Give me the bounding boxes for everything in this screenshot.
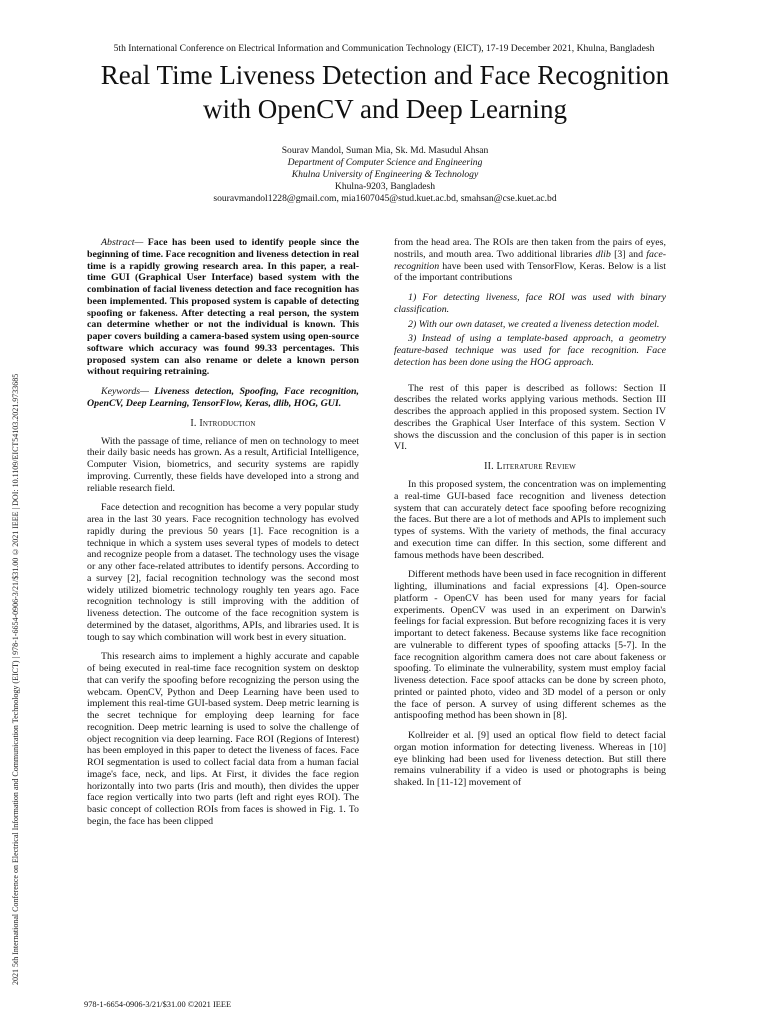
intro-paragraph-2: Face detection and recognition has become a very popular study area in the last 30 years. Face recognition technology has evolved rapidly during the previous 50 years [1]. Face recognition is a technique in which a system uses several types of models to detect and recognize people from a dataset. The technology uses the visage or any other face-related attributes to identify persons. According to a survey [2], facial recognition technology was the second most widely utilized biometric technology roughly ten years ago. Face recognition technology is still improving with the addition of liveness detection. The outcome of the face recognition system is determined by the dataset, algorithms, APIs, and libraries used. It is tough to say which combination will work best in every situation.	[87, 502, 359, 643]
author-university: Khulna University of Engineering & Technology	[291, 169, 479, 180]
left-column	[87, 237, 359, 836]
paper-title	[60, 58, 710, 126]
text-run: [3] and	[610, 248, 647, 260]
section-heading-introduction: I. Introduction	[190, 417, 256, 429]
intro-paragraph-3: This research aims to implement a highly accurate and capable of being executed in real-time face recognition system on desktop that can verify the spoofing before recognizing the person using the webcam. OpenCV, Python and Deep Learning have been used to implement this real-time GUI-based system. Deep metric learning is the secret technique for employing deep learning for face recognition. Deep metric learning is used to solve the challenge of object recognition via deep learning. Face ROI (Regions of Interest) has been employed in this paper to detect the liveness of faces. Face ROI segmentation is used to collect facial data from a human facial image's face, neck, and lips. At First, it divides the face region horizontally into two parts (Iris and mouth), then divides the upper face region vertically into two parts (left and right eyes ROI). The basic concept of collection ROIs from faces is showed in Fig. 1. To begin, the face has been clipped	[87, 651, 359, 827]
literature-paragraph-3: Kollreider et al. [9] used an optical flow field to detect facial organ motion information for detecting liveness. Whereas in [10] eye blinking had been used for liveness detection. But still there remains vulnerability if a video is used or photographs is being shaked. In [11-12] movement of	[394, 730, 666, 788]
contribution-item: 1) For detecting liveness, face ROI was used with binary classification.	[394, 292, 666, 315]
contribution-item: 2) With our own dataset, we created a liveness detection model.	[408, 318, 660, 330]
keywords-text: Liveness detection, Spoofing, Face recognition, OpenCV, Deep Learning, TensorFlow, Keras, dlib, HOG, GUI.	[87, 386, 359, 409]
dlib-ref: dlib	[595, 248, 611, 260]
right-column	[394, 237, 666, 797]
contribution-item: 3) Instead of using a template-based approach, a geometry feature-based technique was used for face recognition. Face detection has been done using the HOG approach.	[394, 333, 666, 368]
literature-paragraph-2: Different methods have been used in face recognition in different lighting, illuminations and facial expressions [4]. Open-source platform - OpenCV has been used for many years for facial experiments. OpenCV was used in an experiment on Darwin's feelings for facial expression. But before recognizing faces it is very important to detect fakeness. Because systems like face recognition are vulnerable to different types of spoofing attacks [5-7]. In the face recognition algorithm camera does not care about fakeness or spoofing. To eliminate the vulnerability, system must employ facial liveness detection. Face spoof attacks can be done by screen photo, printed or painted photo, video and 3D model of a person or only the face of person. A survey of using different schemes as the antispoofing method has been shown in [8].	[394, 569, 666, 722]
keywords-label: Keywords—	[101, 386, 149, 397]
outline-paragraph: The rest of this paper is described as follows: Section II describes the related works applying various methods. Section III describes the approach applied in this proposed system. Section IV describes the Graphical User Interface of this system. Section V shows the discussion and the conclusion of this paper is in section VI.	[394, 382, 666, 453]
abstract-text: Face has been used to identify people since the beginning of time. Face recognition and liveness detection in real time is a rapidly growing research area. In this paper, a real-time GUI (Graphical User Interface) based system with the combination of facial liveness detection and face recognition has been implemented. This proposed system is capable of detecting spoofing or fakeness. After detecting a real person, the system can determine whether or not the individual is known. This paper covers building a camera-based system using open-source software which accuracy was found 99.33 percentages. This proposed system can also rename or delete a known person without requiring retraining.	[87, 237, 359, 378]
conference-header: 5th International Conference on Electrical Information and Communication Technology (EICT), 17-19 December 2021, Khulna, Bangladesh	[113, 43, 655, 54]
abstract	[87, 237, 359, 378]
text-run: have been used with TensorFlow, Keras. Below is a list of the important contributions	[394, 260, 666, 284]
author-department: Department of Computer Science and Engineering	[287, 157, 483, 168]
keywords	[87, 386, 359, 410]
page-footer: 978-1-6654-0906-3/21/$31.00 ©2021 IEEE	[84, 1000, 232, 1009]
author-location: Khulna-9203, Bangladesh	[334, 181, 436, 192]
author-block	[120, 145, 650, 205]
title-line-1: Real Time Liveness Detection and Face Recognition	[100, 60, 670, 90]
contributions-list	[394, 292, 666, 369]
intro-continuation	[394, 237, 666, 284]
copyright-sidebar: 2021 5th International Conference on Electrical Information and Communication Technology (EICT) | 978-1-6654-0906-3/21/$31.00 ©2021 IEEE | DOI: 10.1109/EICT54103.2021.9733685	[11, 373, 20, 985]
author-names: Sourav Mandol, Suman Mia, Sk. Md. Masudul Ahsan	[281, 145, 489, 156]
abstract-label: Abstract—	[101, 237, 144, 248]
literature-paragraph-1: In this proposed system, the concentration was on implementing a real-time GUI-based face recognition and liveness detection system that can accurately detect face spoofing before recognizing the faces. But there are a lot of methods and APIs to implement such types of systems. With the variety of methods, the final accuracy and execution time can differ. In this section, some different and famous methods have been described.	[394, 479, 666, 561]
intro-paragraph-1: With the passage of time, reliance of men on technology to meet their daily basic needs has grown. As a result, Artificial Intelligence, Computer Vision, biometrics, and security systems are rapidly improving. Currently, these fields have developed into a strong and reliable research field.	[87, 435, 359, 494]
face-recognition-ref: face-recognition	[394, 248, 667, 272]
text-run: from the head area. The ROIs are then taken from the pairs of eyes, nostrils, and mouth area. Two additional libraries	[394, 237, 666, 260]
author-emails: souravmandol1228@gmail.com, mia1607045@stud.kuet.ac.bd, smahsan@cse.kuet.ac.bd	[213, 193, 557, 204]
title-line-2: with OpenCV and Deep Learning	[203, 94, 567, 124]
section-heading-literature-review: II. Literature Review	[484, 461, 576, 472]
